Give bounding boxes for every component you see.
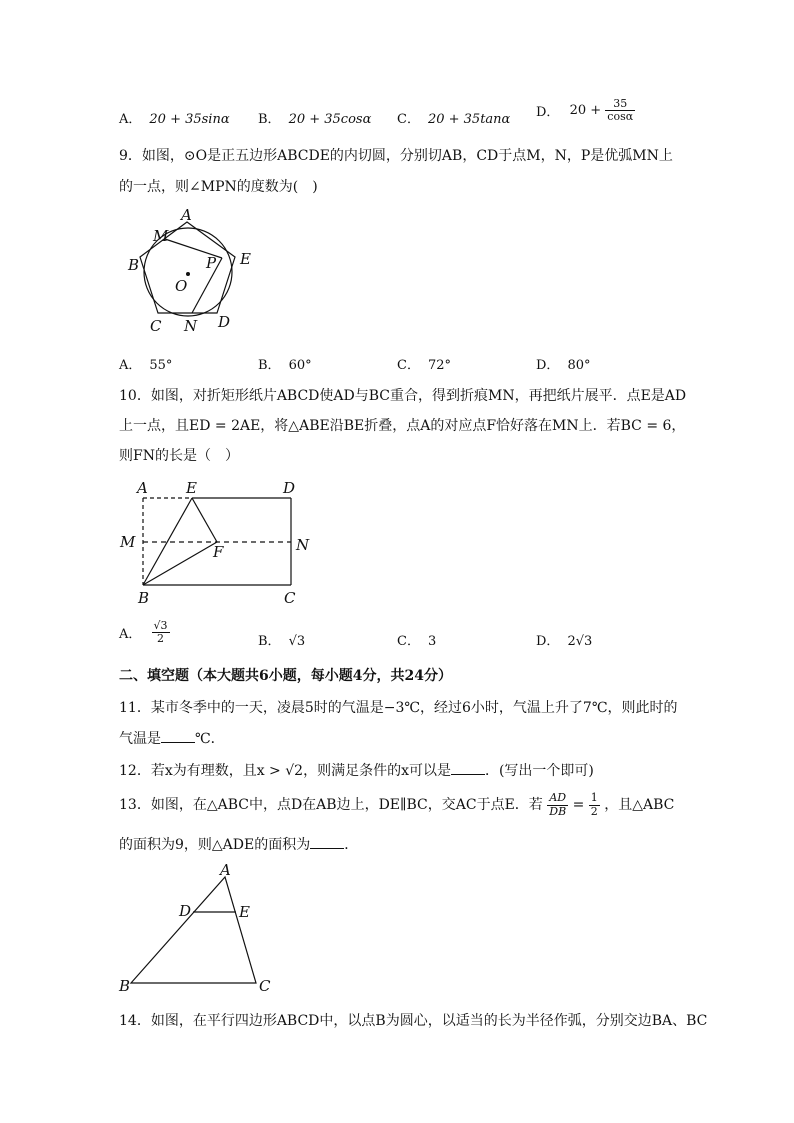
q10-line3: 则FN的长是（ ） — [119, 448, 239, 464]
label-a: A — [220, 861, 231, 879]
q10-option-a: A． $\frac{√3}{2}$ — [119, 619, 168, 646]
triangle-abc — [131, 877, 256, 983]
label-c: C — [150, 317, 162, 335]
label-d: D — [283, 479, 296, 497]
q10-option-c: C． 3 — [397, 634, 437, 649]
label-n: N — [296, 536, 310, 554]
q13-triangle-figure — [115, 860, 275, 995]
q9-option-d: D． 80° — [536, 358, 591, 373]
q9-line1: 9．如图，⊙O是正五边形ABCDE的内切圆，分别切AB，CD于点M，N，P是优弧MN上 — [119, 148, 673, 164]
q14-line1: 14．如图，在平行四边形ABCD中，以点B为圆心，以适当的长为半径作弧，分别交边BA、BC — [119, 1013, 708, 1029]
label-e: E — [239, 903, 250, 921]
q9-option-a: A． 55° — [119, 358, 173, 373]
q10-option-b: B． √3 — [258, 634, 306, 649]
q8-option-d-fraction: $\frac{35}{\cos\alpha}$ — [607, 97, 634, 124]
label-a: A — [181, 206, 192, 224]
segment-ef — [192, 498, 217, 542]
q13-half-fraction: $\frac{1}{2}$ — [590, 791, 598, 818]
q10-line1: 10．如图，对折矩形纸片ABCD使AD与BC重合，得到折痕MN，再把纸片展平．点E是AD — [119, 388, 687, 404]
q11-line1: 11．某市冬季中的一天，凌晨5时的气温是−3℃，经过6小时，气温上升了7℃，则此时的 — [119, 700, 678, 716]
label-b: B — [128, 256, 140, 274]
q10-option-a-fraction: $\frac{√3}{2}$ — [153, 619, 168, 646]
label-e: E — [186, 479, 197, 497]
segment-bf — [143, 542, 217, 585]
q11-line2: 气温是 ℃． — [119, 731, 225, 747]
q13-line1: 13．如图，在△ABC中，点D在AB边上，DE∥BC，交AC于点E．若 $\frac{AD}{DB}$ = $\frac{1}{2}$ ，且△ABC — [119, 791, 675, 818]
label-b: B — [119, 977, 131, 995]
q13-ratio-fraction: $\frac{AD}{DB}$ — [549, 791, 567, 818]
q9-option-c: C． 72° — [397, 358, 451, 373]
section-title: 二、填空题（本大题共6小题，每小题4分，共24分） — [119, 668, 452, 684]
label-c: C — [284, 589, 296, 607]
label-n: N — [184, 317, 198, 335]
q8-option-a: A． 20 + 35sinα — [119, 112, 230, 127]
q10-option-d: D． 2√3 — [536, 634, 593, 649]
answer-blank — [310, 836, 344, 849]
q10-rectangle-figure — [115, 475, 315, 610]
label-m: M — [120, 533, 136, 551]
q8-option-d: D． 20 + $\frac{35}{\cos\alpha}$ — [536, 97, 634, 124]
label-o: O — [175, 277, 188, 295]
label-m: M — [153, 227, 169, 245]
answer-blank — [451, 762, 485, 775]
label-a: A — [137, 479, 148, 497]
q13-line2: 的面积为9，则△ADE的面积为 ． — [119, 837, 359, 853]
q9-pentagon-figure — [120, 205, 260, 337]
label-b: B — [138, 589, 150, 607]
answer-blank — [161, 730, 195, 743]
q8-option-b: B． 20 + 35cosα — [258, 112, 372, 127]
label-c: C — [259, 977, 271, 995]
q9-option-b: B． 60° — [258, 358, 312, 373]
segment-be — [143, 498, 192, 585]
label-f: F — [213, 543, 224, 561]
q10-line2: 上一点，且ED = 2AE，将△ABE沿BE折叠，点A的对应点F恰好落在MN上．若BC = 6， — [119, 418, 686, 434]
q12-line: 12．若x为有理数，且x > √2，则满足条件的x可以是 ．(写出一个即可) — [119, 763, 594, 779]
q8-option-c: C． 20 + 35tanα — [397, 112, 511, 127]
q9-line2: 的一点，则∠MPN的度数为( ) — [119, 179, 318, 195]
label-e: E — [240, 250, 251, 268]
label-d: D — [218, 313, 231, 331]
label-d: D — [179, 902, 192, 920]
label-p: P — [206, 254, 217, 272]
center-point-o — [186, 272, 190, 276]
